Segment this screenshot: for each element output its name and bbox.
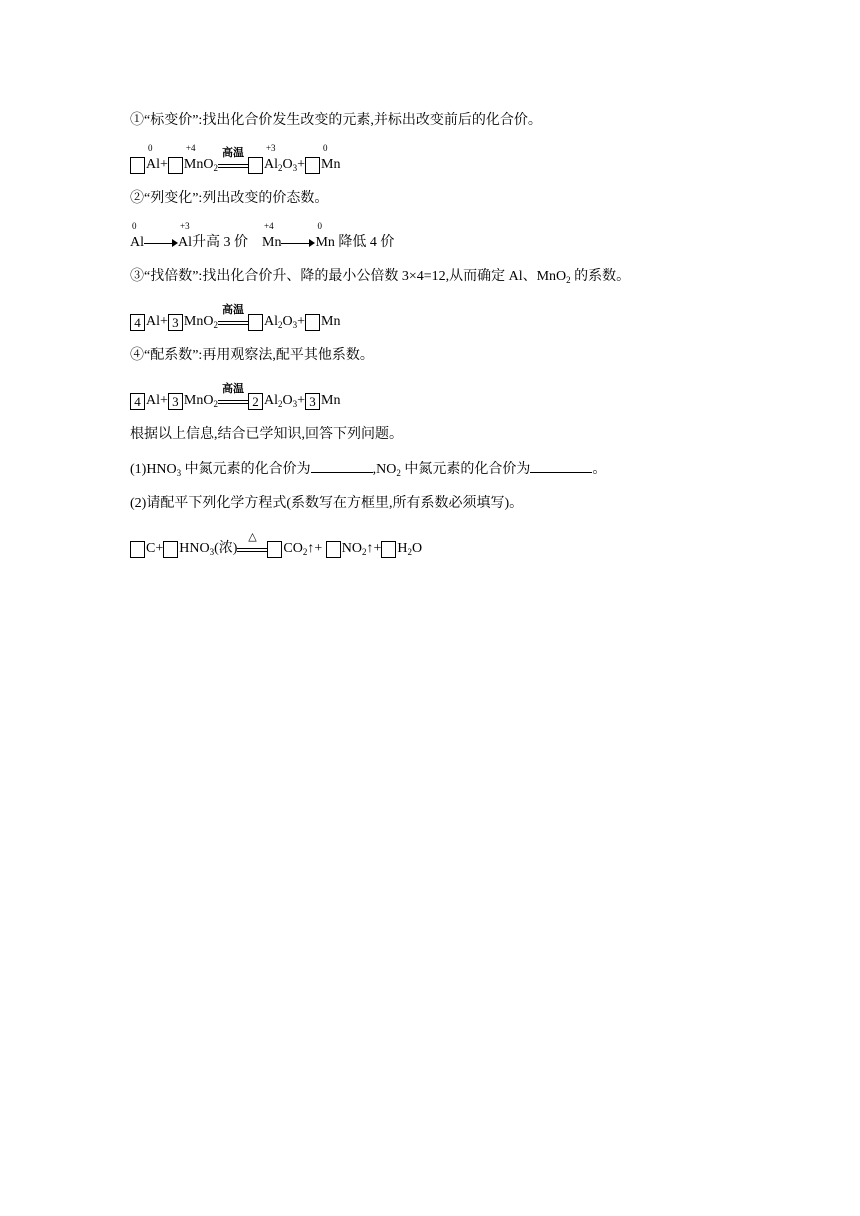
coefficient-box[interactable] xyxy=(130,541,145,558)
heat-triangle-icon: △ xyxy=(248,531,257,543)
coefficient-box[interactable] xyxy=(168,157,183,174)
equation-4: 4 Al+ 3 MnO$_2$ 高温 2 $Al_2O_3+ 3$ Mn xyxy=(130,391,340,411)
arrow-icon xyxy=(144,238,178,248)
coefficient-box[interactable] xyxy=(130,157,145,174)
intro-text: 根据以上信息,结合已学知识,回答下列问题。 xyxy=(130,427,403,442)
step3-text: ③“找倍数”:找出化合价升、降的最小公倍数 3×4=12,从而确定 Al、MnO$_2$ 的系数。 xyxy=(130,269,631,285)
coefficient-box[interactable]: 4 xyxy=(130,393,145,410)
coefficient-box[interactable] xyxy=(305,314,320,331)
reaction-condition: 高温 xyxy=(218,391,248,411)
question-2: (2)请配平下列化学方程式(系数写在方框里,所有系数必须填写)。 xyxy=(130,496,524,511)
reaction-condition xyxy=(237,531,267,559)
coefficient-box[interactable]: 3 xyxy=(168,393,183,410)
coefficient-box[interactable] xyxy=(248,157,263,174)
reaction-condition: 高温 xyxy=(218,155,248,175)
equation-2: 0 Al +3 Al升高 3 价 +4 Mn 0 Mn 降低 4 价 xyxy=(130,221,395,250)
step4-text: ④“配系数”:再用观察法,配平其他系数。 xyxy=(130,348,374,363)
answer-blank[interactable] xyxy=(311,460,373,473)
answer-blank[interactable] xyxy=(530,460,592,473)
reaction-condition: 高温 xyxy=(218,312,248,332)
step1-text: ①“标变价”:找出化合价发生改变的元素,并标出改变前后的化合价。 xyxy=(130,113,542,128)
coefficient-box[interactable]: 3 xyxy=(168,314,183,331)
equation-3: 4 Al+ 3 MnO$_2$ 高温 $Al_2O_3+ Mn$ xyxy=(130,312,340,332)
question-1: $(1)HNO_3$ 中氮元素的化合价为 $,NO_2$ 中氮元素的化合价为 。 xyxy=(130,462,607,478)
equation-5: $C+ HNO_3$(浓) △ $CO_2↑+$ $NO_2↑+ H_2O$ xyxy=(130,539,422,559)
coefficient-box[interactable]: 3 xyxy=(305,393,320,410)
equation-1: 0 Al+ +4 MnO$_2$ 高温 +3 $Al_2O_3+$ 0 Mn xyxy=(130,155,340,175)
coefficient-box[interactable]: 2 xyxy=(248,393,263,410)
step2-text: ②“列变化”:列出改变的价态数。 xyxy=(130,191,329,206)
coefficient-box[interactable] xyxy=(326,541,341,558)
coefficient-box[interactable] xyxy=(267,541,282,558)
coefficient-box[interactable] xyxy=(248,314,263,331)
coefficient-box[interactable]: 4 xyxy=(130,314,145,331)
coefficient-box[interactable] xyxy=(381,541,396,558)
coefficient-box[interactable] xyxy=(163,541,178,558)
arrow-icon xyxy=(281,238,315,248)
coefficient-box[interactable] xyxy=(305,157,320,174)
